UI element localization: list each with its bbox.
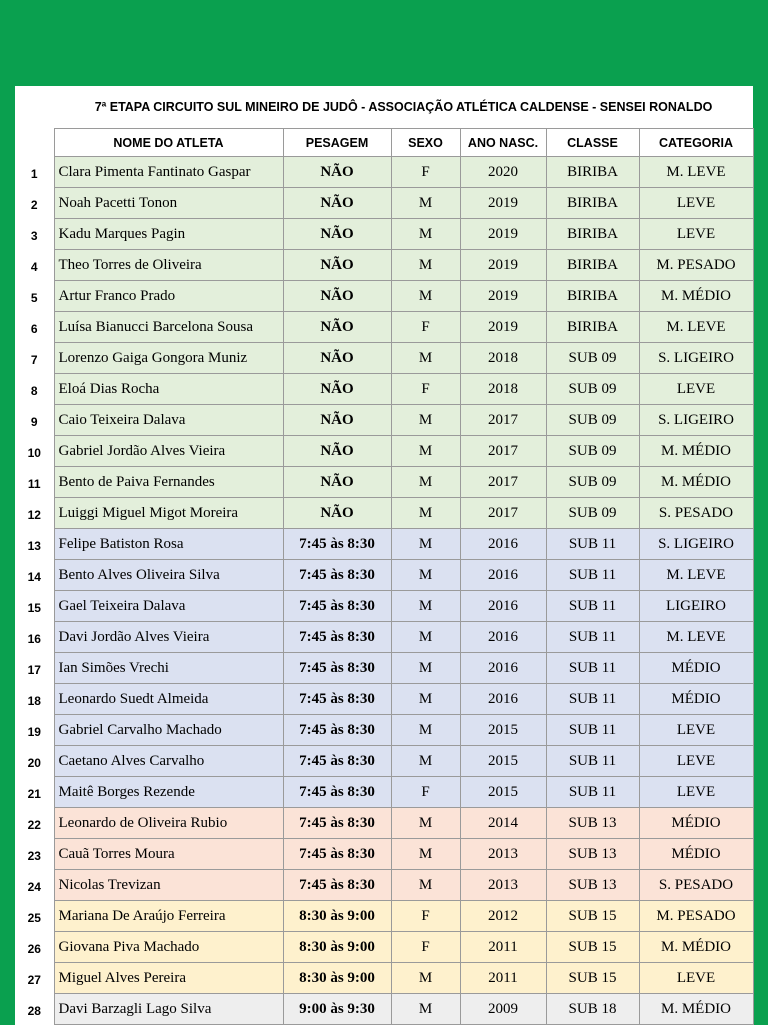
weigh-in-cell: NÃO <box>283 281 391 312</box>
row-number: 9 <box>15 405 54 436</box>
birth-year-cell: 2017 <box>460 405 546 436</box>
sex-cell: M <box>391 653 460 684</box>
sex-cell: M <box>391 622 460 653</box>
row-number: 21 <box>15 777 54 808</box>
row-number: 11 <box>15 467 54 498</box>
table-row <box>15 777 753 808</box>
sex-cell: M <box>391 405 460 436</box>
page-title: 7ª ETAPA CIRCUITO SUL MINEIRO DE JUDÔ - ASSOCIAÇÃO ATLÉTICA CALDENSE - SENSEI RONALDO <box>94 100 713 114</box>
class-cell: SUB 11 <box>546 684 639 715</box>
weigh-in-cell: NÃO <box>283 436 391 467</box>
row-number: 1 <box>15 157 54 188</box>
birth-year-cell: 2013 <box>460 839 546 870</box>
athlete-name-cell: Davi Jordão Alves Vieira <box>54 622 283 653</box>
weigh-in-cell: NÃO <box>283 219 391 250</box>
category-cell: S. LIGEIRO <box>639 405 753 436</box>
birth-year-cell: 2020 <box>460 157 546 188</box>
athlete-name-cell: Lorenzo Gaiga Gongora Muniz <box>54 343 283 374</box>
class-cell: BIRIBA <box>546 157 639 188</box>
sex-cell: M <box>391 560 460 591</box>
birth-year-cell: 2017 <box>460 467 546 498</box>
row-number: 7 <box>15 343 54 374</box>
header-classe: CLASSE <box>546 129 639 157</box>
table-row <box>15 219 753 250</box>
sex-cell: M <box>391 498 460 529</box>
athlete-name-cell: Eloá Dias Rocha <box>54 374 283 405</box>
weigh-in-cell: 7:45 às 8:30 <box>283 715 391 746</box>
sex-cell: M <box>391 870 460 901</box>
class-cell: SUB 09 <box>546 343 639 374</box>
sex-cell: M <box>391 715 460 746</box>
row-number: 20 <box>15 746 54 777</box>
athlete-name-cell: Miguel Alves Pereira <box>54 963 283 994</box>
row-number: 27 <box>15 963 54 994</box>
athletes-table <box>15 86 754 1025</box>
row-number: 15 <box>15 591 54 622</box>
class-cell: SUB 11 <box>546 777 639 808</box>
birth-year-cell: 2017 <box>460 498 546 529</box>
sex-cell: M <box>391 746 460 777</box>
category-cell: S. LIGEIRO <box>639 343 753 374</box>
sex-cell: M <box>391 963 460 994</box>
class-cell: SUB 09 <box>546 467 639 498</box>
class-cell: SUB 11 <box>546 715 639 746</box>
sex-cell: M <box>391 467 460 498</box>
weigh-in-cell: 9:00 às 9:30 <box>283 994 391 1025</box>
header-categoria: CATEGORIA <box>639 129 753 157</box>
row-number: 10 <box>15 436 54 467</box>
row-number: 17 <box>15 653 54 684</box>
category-cell: LEVE <box>639 188 753 219</box>
row-number: 18 <box>15 684 54 715</box>
table-row <box>15 870 753 901</box>
class-cell: SUB 11 <box>546 653 639 684</box>
athlete-name-cell: Davi Barzagli Lago Silva <box>54 994 283 1025</box>
class-cell: SUB 11 <box>546 622 639 653</box>
class-cell: BIRIBA <box>546 219 639 250</box>
birth-year-cell: 2019 <box>460 312 546 343</box>
birth-year-cell: 2016 <box>460 529 546 560</box>
athlete-name-cell: Nicolas Trevizan <box>54 870 283 901</box>
athlete-name-cell: Luísa Bianucci Barcelona Sousa <box>54 312 283 343</box>
birth-year-cell: 2011 <box>460 932 546 963</box>
table-body <box>15 157 753 1025</box>
category-cell: M. MÉDIO <box>639 994 753 1025</box>
weigh-in-cell: 7:45 às 8:30 <box>283 839 391 870</box>
sex-cell: M <box>391 250 460 281</box>
category-cell: LIGEIRO <box>639 591 753 622</box>
athlete-name-cell: Bento Alves Oliveira Silva <box>54 560 283 591</box>
category-cell: S. PESADO <box>639 498 753 529</box>
table-row <box>15 901 753 932</box>
birth-year-cell: 2018 <box>460 374 546 405</box>
class-cell: SUB 09 <box>546 374 639 405</box>
weigh-in-cell: NÃO <box>283 467 391 498</box>
class-cell: BIRIBA <box>546 281 639 312</box>
sex-cell: F <box>391 777 460 808</box>
birth-year-cell: 2011 <box>460 963 546 994</box>
birth-year-cell: 2019 <box>460 219 546 250</box>
class-cell: SUB 13 <box>546 808 639 839</box>
table-row <box>15 250 753 281</box>
class-cell: SUB 18 <box>546 994 639 1025</box>
sex-cell: M <box>391 219 460 250</box>
athlete-name-cell: Gabriel Carvalho Machado <box>54 715 283 746</box>
athlete-name-cell: Mariana De Araújo Ferreira <box>54 901 283 932</box>
class-cell: SUB 11 <box>546 591 639 622</box>
birth-year-cell: 2019 <box>460 250 546 281</box>
weigh-in-cell: 7:45 às 8:30 <box>283 870 391 901</box>
class-cell: BIRIBA <box>546 188 639 219</box>
table-row <box>15 405 753 436</box>
row-number: 13 <box>15 529 54 560</box>
category-cell: LEVE <box>639 374 753 405</box>
table-row <box>15 808 753 839</box>
weigh-in-cell: 7:45 às 8:30 <box>283 529 391 560</box>
weigh-in-cell: NÃO <box>283 250 391 281</box>
sex-cell: M <box>391 591 460 622</box>
athlete-name-cell: Kadu Marques Pagin <box>54 219 283 250</box>
weigh-in-cell: 8:30 às 9:00 <box>283 901 391 932</box>
weigh-in-cell: NÃO <box>283 374 391 405</box>
category-cell: MÉDIO <box>639 839 753 870</box>
birth-year-cell: 2012 <box>460 901 546 932</box>
weigh-in-cell: 7:45 às 8:30 <box>283 653 391 684</box>
athlete-name-cell: Leonardo Suedt Almeida <box>54 684 283 715</box>
sex-cell: F <box>391 901 460 932</box>
sex-cell: M <box>391 684 460 715</box>
table-row <box>15 591 753 622</box>
table-row <box>15 529 753 560</box>
class-cell: SUB 15 <box>546 901 639 932</box>
row-number: 23 <box>15 839 54 870</box>
sex-cell: M <box>391 994 460 1025</box>
row-number: 16 <box>15 622 54 653</box>
weigh-in-cell: NÃO <box>283 312 391 343</box>
weigh-in-cell: NÃO <box>283 405 391 436</box>
category-cell: M. LEVE <box>639 560 753 591</box>
category-cell: M. PESADO <box>639 901 753 932</box>
row-number: 28 <box>15 994 54 1025</box>
table-row <box>15 560 753 591</box>
table-row <box>15 622 753 653</box>
birth-year-cell: 2016 <box>460 653 546 684</box>
weigh-in-cell: NÃO <box>283 188 391 219</box>
class-cell: SUB 11 <box>546 560 639 591</box>
table-row <box>15 436 753 467</box>
category-cell: M. MÉDIO <box>639 436 753 467</box>
title-row <box>15 86 753 129</box>
category-cell: S. PESADO <box>639 870 753 901</box>
category-cell: LEVE <box>639 715 753 746</box>
sex-cell: M <box>391 808 460 839</box>
weigh-in-cell: NÃO <box>283 498 391 529</box>
table-row <box>15 467 753 498</box>
row-number: 8 <box>15 374 54 405</box>
birth-year-cell: 2014 <box>460 808 546 839</box>
table-row <box>15 498 753 529</box>
athlete-name-cell: Caio Teixeira Dalava <box>54 405 283 436</box>
athlete-name-cell: Bento de Paiva Fernandes <box>54 467 283 498</box>
weigh-in-cell: 7:45 às 8:30 <box>283 808 391 839</box>
table-row <box>15 963 753 994</box>
weigh-in-cell: 7:45 às 8:30 <box>283 746 391 777</box>
athlete-name-cell: Cauã Torres Moura <box>54 839 283 870</box>
row-number: 22 <box>15 808 54 839</box>
row-number: 5 <box>15 281 54 312</box>
birth-year-cell: 2013 <box>460 870 546 901</box>
athlete-name-cell: Caetano Alves Carvalho <box>54 746 283 777</box>
birth-year-cell: 2015 <box>460 777 546 808</box>
header-pesagem: PESAGEM <box>283 129 391 157</box>
athlete-name-cell: Theo Torres de Oliveira <box>54 250 283 281</box>
table-row <box>15 715 753 746</box>
category-cell: MÉDIO <box>639 653 753 684</box>
athlete-name-cell: Maitê Borges Rezende <box>54 777 283 808</box>
class-cell: BIRIBA <box>546 312 639 343</box>
row-number: 4 <box>15 250 54 281</box>
athlete-name-cell: Luiggi Miguel Migot Moreira <box>54 498 283 529</box>
sex-cell: M <box>391 281 460 312</box>
table-row <box>15 746 753 777</box>
category-cell: M. LEVE <box>639 622 753 653</box>
athlete-name-cell: Felipe Batiston Rosa <box>54 529 283 560</box>
category-cell: M. PESADO <box>639 250 753 281</box>
table-row <box>15 157 753 188</box>
table-row <box>15 684 753 715</box>
table-row <box>15 343 753 374</box>
title-spacer <box>15 86 54 129</box>
class-cell: SUB 15 <box>546 963 639 994</box>
birth-year-cell: 2017 <box>460 436 546 467</box>
table-row <box>15 653 753 684</box>
athlete-name-cell: Noah Pacetti Tonon <box>54 188 283 219</box>
birth-year-cell: 2016 <box>460 560 546 591</box>
class-cell: SUB 11 <box>546 529 639 560</box>
sex-cell: F <box>391 312 460 343</box>
table-row <box>15 932 753 963</box>
weigh-in-cell: 7:45 às 8:30 <box>283 560 391 591</box>
birth-year-cell: 2016 <box>460 684 546 715</box>
sex-cell: M <box>391 529 460 560</box>
weigh-in-cell: 8:30 às 9:00 <box>283 963 391 994</box>
header-ano-nasc: ANO NASC. <box>460 129 546 157</box>
sex-cell: M <box>391 436 460 467</box>
category-cell: M. MÉDIO <box>639 467 753 498</box>
row-number: 12 <box>15 498 54 529</box>
sex-cell: M <box>391 839 460 870</box>
class-cell: SUB 09 <box>546 498 639 529</box>
table-row <box>15 188 753 219</box>
birth-year-cell: 2009 <box>460 994 546 1025</box>
weigh-in-cell: 8:30 às 9:00 <box>283 932 391 963</box>
category-cell: LEVE <box>639 746 753 777</box>
weigh-in-cell: 7:45 às 8:30 <box>283 622 391 653</box>
class-cell: SUB 13 <box>546 839 639 870</box>
category-cell: M. MÉDIO <box>639 281 753 312</box>
weigh-in-cell: 7:45 às 8:30 <box>283 777 391 808</box>
class-cell: SUB 13 <box>546 870 639 901</box>
birth-year-cell: 2019 <box>460 281 546 312</box>
category-cell: M. MÉDIO <box>639 932 753 963</box>
birth-year-cell: 2016 <box>460 622 546 653</box>
class-cell: SUB 15 <box>546 932 639 963</box>
category-cell: MÉDIO <box>639 684 753 715</box>
athlete-name-cell: Artur Franco Prado <box>54 281 283 312</box>
athlete-name-cell: Gabriel Jordão Alves Vieira <box>54 436 283 467</box>
category-cell: LEVE <box>639 963 753 994</box>
sex-cell: M <box>391 188 460 219</box>
weigh-in-cell: NÃO <box>283 157 391 188</box>
spreadsheet <box>15 86 753 1018</box>
row-number: 19 <box>15 715 54 746</box>
sex-cell: M <box>391 343 460 374</box>
category-cell: LEVE <box>639 777 753 808</box>
table-row <box>15 281 753 312</box>
table-row <box>15 994 753 1025</box>
class-cell: SUB 09 <box>546 436 639 467</box>
row-number: 6 <box>15 312 54 343</box>
athlete-name-cell: Giovana Piva Machado <box>54 932 283 963</box>
class-cell: SUB 09 <box>546 405 639 436</box>
table-row <box>15 374 753 405</box>
class-cell: BIRIBA <box>546 250 639 281</box>
birth-year-cell: 2015 <box>460 746 546 777</box>
category-cell: M. LEVE <box>639 312 753 343</box>
athlete-name-cell: Ian Simões Vrechi <box>54 653 283 684</box>
weigh-in-cell: 7:45 às 8:30 <box>283 591 391 622</box>
header-row <box>15 129 753 157</box>
birth-year-cell: 2016 <box>460 591 546 622</box>
sex-cell: F <box>391 157 460 188</box>
table-row <box>15 312 753 343</box>
row-number: 14 <box>15 560 54 591</box>
table-row <box>15 839 753 870</box>
category-cell: MÉDIO <box>639 808 753 839</box>
category-cell: LEVE <box>639 219 753 250</box>
category-cell: S. LIGEIRO <box>639 529 753 560</box>
class-cell: SUB 11 <box>546 746 639 777</box>
header-spacer <box>15 129 54 157</box>
category-cell: M. LEVE <box>639 157 753 188</box>
sex-cell: F <box>391 374 460 405</box>
birth-year-cell: 2015 <box>460 715 546 746</box>
row-number: 3 <box>15 219 54 250</box>
weigh-in-cell: 7:45 às 8:30 <box>283 684 391 715</box>
row-number: 24 <box>15 870 54 901</box>
sex-cell: F <box>391 932 460 963</box>
birth-year-cell: 2018 <box>460 343 546 374</box>
weigh-in-cell: NÃO <box>283 343 391 374</box>
row-number: 26 <box>15 932 54 963</box>
row-number: 2 <box>15 188 54 219</box>
athlete-name-cell: Leonardo de Oliveira Rubio <box>54 808 283 839</box>
header-nome: NOME DO ATLETA <box>54 129 283 157</box>
birth-year-cell: 2019 <box>460 188 546 219</box>
athlete-name-cell: Gael Teixeira Dalava <box>54 591 283 622</box>
header-sexo: SEXO <box>391 129 460 157</box>
athlete-name-cell: Clara Pimenta Fantinato Gaspar <box>54 157 283 188</box>
row-number: 25 <box>15 901 54 932</box>
